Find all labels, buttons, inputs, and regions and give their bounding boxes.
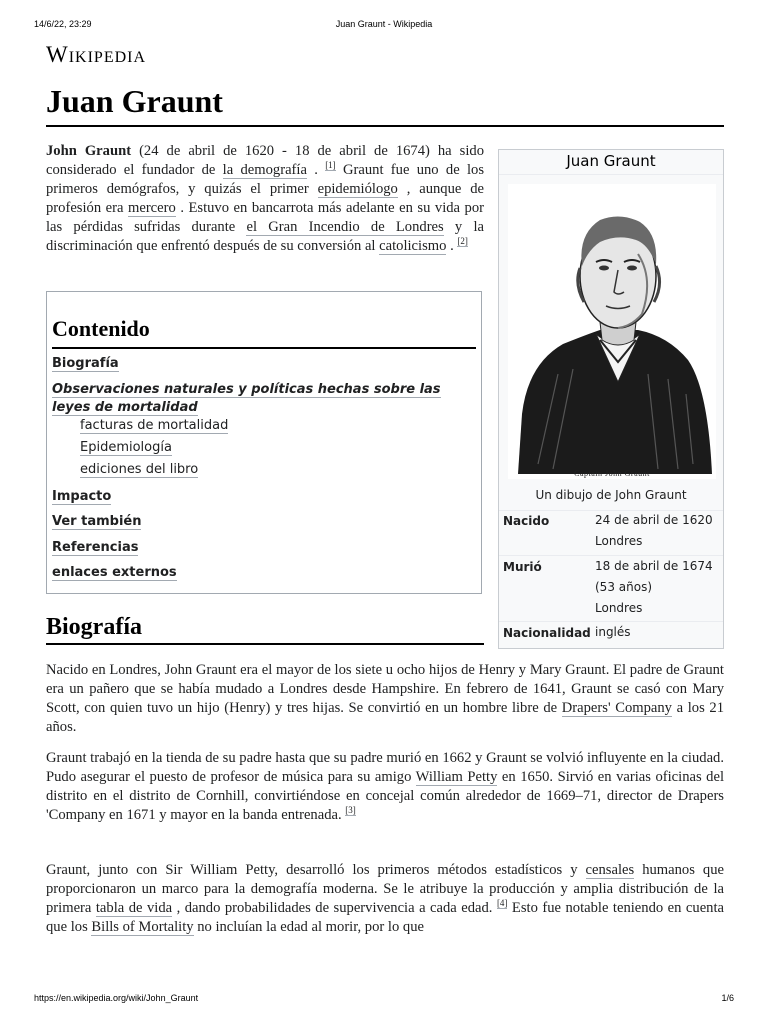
toc-item-biografia[interactable] [52, 355, 476, 373]
link-censales[interactable]: censales [585, 862, 635, 878]
infobox-value-nationality: inglés [595, 625, 631, 639]
paragraph-text: Graunt trabajó en la tienda de su padre hasta que su padre murió en 1662 y Graunt se volvió influyente en la ciudad. Pudo asegurar el puesto de profesor de música para su amigo [46, 750, 724, 785]
infobox-label-born: Nacido [503, 514, 550, 528]
section-divider [46, 643, 484, 645]
lede-text: (24 de abril de 1620 - 18 de abril de 1674) ha sido considerado el fundador de [46, 143, 484, 178]
born-place: Londres [595, 534, 643, 548]
died-age: (53 años) [595, 580, 652, 594]
reference-4[interactable]: [4] [496, 898, 508, 909]
paragraph-text: no incluían la edad al morir, por lo que [193, 919, 424, 935]
link-william-petty[interactable]: William Petty [415, 769, 498, 785]
link-bills-of-mortality[interactable]: Bills of Mortality [91, 919, 194, 935]
died-date: 18 de abril de 1674 [595, 559, 713, 573]
lede-text: Graunt fue uno de los primeros demógrafos, y quizás el primer [46, 162, 484, 197]
toc-item-label[interactable]: facturas de mortalidad [80, 418, 229, 433]
paragraph-text: Graunt, junto con Sir William Petty, desarrolló los primeros métodos estadísticos y [46, 862, 586, 878]
toc-item-label[interactable]: Biografía [52, 356, 119, 371]
lede-bold-name: John Graunt [46, 143, 132, 159]
print-header [34, 19, 734, 31]
toc-item-label[interactable]: Epidemiología [80, 440, 172, 455]
link-catolicismo[interactable]: catolicismo [379, 238, 447, 254]
toc-item-label[interactable]: Ver también [52, 514, 142, 529]
toc-item-label[interactable]: Observaciones naturales y políticas hechas sobre las leyes de mortalidad [52, 382, 441, 415]
toc-divider [52, 347, 476, 349]
reference-3[interactable]: [3] [345, 805, 356, 816]
infobox [498, 149, 724, 649]
paragraph-text: humanos que proporcionaron un marco para la demografía moderna. Se le atribuye la producción y amplia distribución de la primera [46, 862, 724, 916]
infobox-value-born [595, 510, 713, 552]
toc-item-epidemiologia[interactable] [80, 439, 476, 457]
section-heading-biografia: Biografía [46, 614, 142, 640]
lede-text: . [306, 162, 326, 178]
table-of-contents [46, 291, 482, 594]
paragraph-text: Esto fue notable teniendo en cuenta que los [46, 900, 724, 935]
died-place: Londres [595, 601, 643, 615]
toc-item-facturas[interactable] [80, 417, 476, 435]
paragraph-text: Nacido en Londres, John Graunt era el mayor de los siete u ocho hijos de Henry y Mary Graunt. El padre de Graunt era un pañero que se había mudado a Londres desde Hampshire. En febrero de 1641, Graunt se casó con Mary Scott, con quien tuvo un hijo (Henry) y tres hijas. Se convirtió en un hombre libre de [46, 662, 724, 716]
infobox-label-nationality: Nacionalidad [503, 626, 591, 640]
reference-1[interactable]: [1] [325, 160, 336, 171]
infobox-caption: Un dibujo de John Graunt [535, 488, 687, 502]
link-demografia[interactable]: la demografía [222, 162, 307, 178]
print-page-title: Juan Graunt - Wikipedia [335, 19, 433, 29]
toc-item-impacto[interactable] [52, 488, 476, 506]
paragraph-text: en 1650. Sirvió en varias oficinas del distrito en el distrito de Cornhill, convirtiéndose en concejal común alrededor de 1669–71, director de Drapers 'Company en 1671 y mayor en la banda entrenada. [46, 769, 724, 823]
portrait-drawing [508, 184, 716, 479]
print-footer [34, 993, 734, 1005]
lede-text: , aunque de profesión era [46, 181, 484, 216]
paragraph-1 [46, 661, 724, 737]
toc-item-label[interactable]: Referencias [52, 540, 139, 555]
toc-item-label[interactable]: enlaces externos [52, 565, 177, 580]
lede-paragraph [46, 142, 484, 256]
toc-item-ver-tambien[interactable] [52, 513, 476, 531]
infobox-label-died: Murió [503, 560, 542, 574]
link-tabla-de-vida[interactable]: tabla de vida [95, 900, 173, 916]
portrait-image[interactable] [508, 184, 716, 479]
link-epidemiologo[interactable]: epidemiólogo [317, 181, 398, 197]
lede-text: . Estuvo en bancarrota más adelante en su vida por las pérdidas sufridas durante [46, 200, 484, 235]
paragraph-text: a los 21 años. [46, 700, 724, 735]
wikipedia-logo[interactable]: Wikipedia [46, 42, 147, 67]
toc-item-referencias[interactable] [52, 539, 476, 557]
paragraph-text: , dando probabilidades de supervivencia a cada edad. [172, 900, 497, 916]
toc-item-ediciones[interactable] [80, 461, 476, 479]
print-datetime: 14/6/22, 23:29 [34, 19, 92, 29]
paragraph-2 [46, 749, 724, 825]
infobox-title: Juan Graunt [566, 152, 656, 170]
toc-item-label[interactable]: ediciones del libro [80, 462, 199, 477]
print-page-number: 1/6 [721, 993, 734, 1003]
reference-2[interactable]: [2] [457, 236, 468, 247]
link-gran-incendio[interactable]: el Gran Incendio de Londres [246, 219, 444, 235]
link-mercero[interactable]: mercero [127, 200, 176, 216]
toc-item-observaciones[interactable] [52, 381, 476, 417]
print-url: https://en.wikipedia.org/wiki/John_Graunt [34, 993, 199, 1003]
lede-text: y la discriminación que enfrentó después de su conversión al [46, 219, 484, 254]
toc-item-enlaces-externos[interactable] [52, 564, 476, 582]
page-title: Juan Graunt [46, 83, 223, 119]
toc-title: Contenido [52, 316, 150, 341]
toc-item-label[interactable]: Impacto [52, 489, 112, 504]
link-drapers-company[interactable]: Drapers' Company [561, 700, 672, 716]
born-date: 24 de abril de 1620 [595, 513, 713, 527]
infobox-value-died [595, 556, 713, 619]
title-divider [46, 125, 724, 127]
portrait-printed-caption: Captain John Graunt [574, 469, 650, 478]
paragraph-3 [46, 861, 724, 937]
infobox-divider [499, 174, 723, 175]
lede-text: . [446, 238, 458, 254]
